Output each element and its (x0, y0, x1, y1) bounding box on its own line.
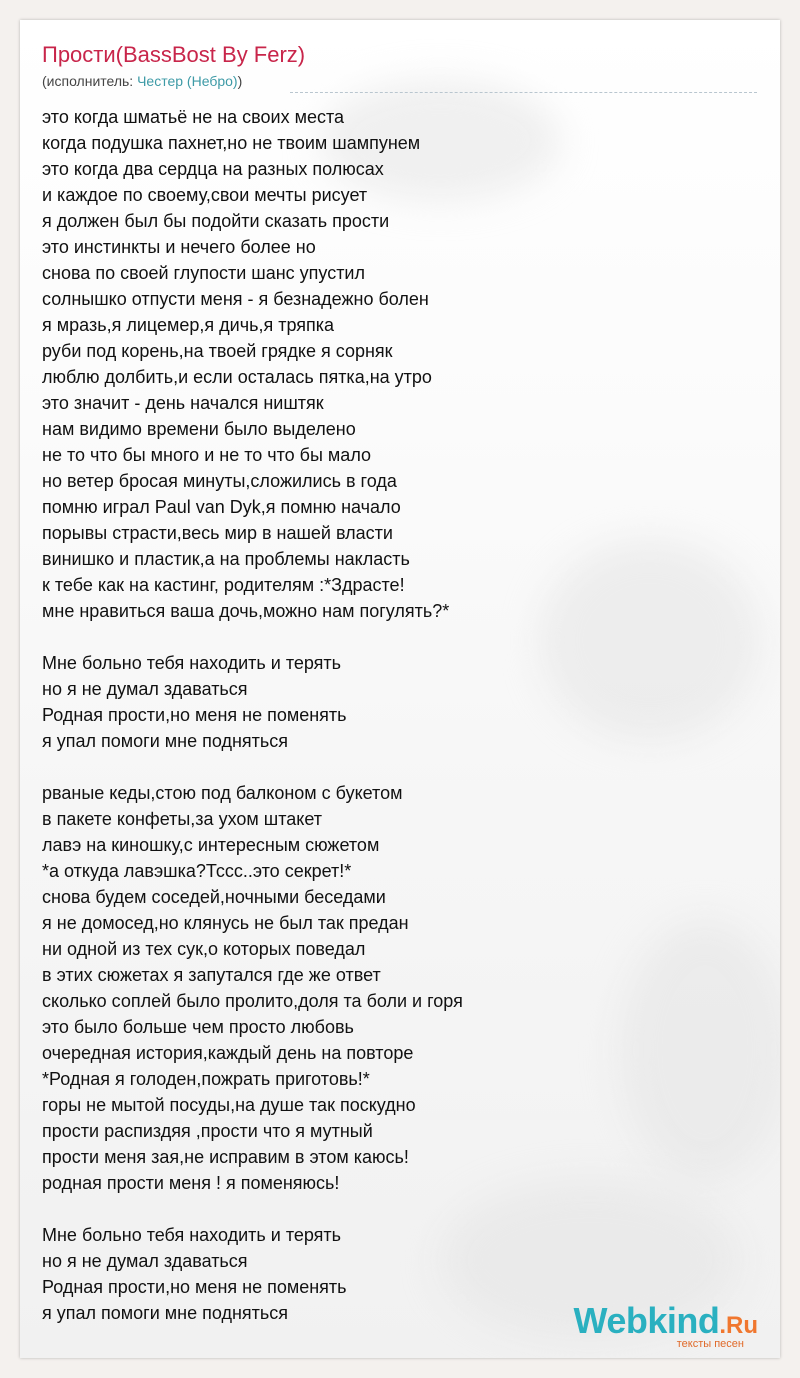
lyrics-line: очередная история,каждый день на повторе (42, 1043, 414, 1063)
lyrics-line: рваные кеды,стою под балконом с букетом (42, 783, 403, 803)
title-divider (290, 92, 757, 93)
lyrics-line: люблю долбить,и если осталась пятка,на утро (42, 367, 432, 387)
lyrics-line: и каждое по своему,свои мечты рисует (42, 185, 368, 205)
lyrics-line: лавэ на киношку,с интересным сюжетом (42, 835, 380, 855)
lyrics-line: это когда два сердца на разных полюсах (42, 159, 384, 179)
lyrics-line: помню играл Paul van Dyk,я помню начало (42, 497, 401, 517)
lyrics-line: горы не мытой посуды,на душе так поскудно (42, 1095, 416, 1115)
logo-tld: .Ru (719, 1312, 758, 1339)
site-logo[interactable] (573, 1300, 758, 1350)
artist-prefix: (исполнитель: (42, 73, 138, 89)
lyrics-line: я должен был бы подойти сказать прости (42, 211, 390, 231)
lyrics-line: это когда шматьё не на своих места (42, 107, 345, 127)
lyrics-line: это инстинкты и нечего более но (42, 237, 316, 257)
lyrics-line: я мразь,я лицемер,я дичь,я тряпка (42, 315, 335, 335)
lyrics-line: *Родная я голоден,пожрать приготовь!* (42, 1069, 370, 1089)
lyrics-line: нам видимо времени было выделено (42, 419, 356, 439)
lyrics-line: но я не думал здаваться (42, 1251, 248, 1271)
lyrics-line: винишко и пластик,а на проблемы накласть (42, 549, 410, 569)
lyrics-line: в пакете конфеты,за ухом штакет (42, 809, 322, 829)
lyrics-line: порывы страсти,весь мир в нашей власти (42, 523, 393, 543)
lyrics-line: не то что бы много и не то что бы мало (42, 445, 372, 465)
lyrics-line: ни одной из тех сук,о которых поведал (42, 939, 366, 959)
lyrics-line: Родная прости,но меня не поменять (42, 1277, 347, 1297)
lyrics-line: прости распиздяя ,прости что я мутный (42, 1121, 373, 1141)
lyrics-text (42, 104, 742, 1352)
lyrics-line: сколько соплей было пролито,доля та боли и горя (42, 991, 463, 1011)
lyrics-line: прости меня зая,не исправим в этом каюсь! (42, 1147, 409, 1167)
lyrics-line: снова по своей глупости шанс упустил (42, 263, 365, 283)
lyrics-line: я не домосед,но клянусь не был так предан (42, 913, 409, 933)
lyrics-line: Мне больно тебя находить и терять (42, 1225, 342, 1245)
lyrics-line: руби под корень,на твоей грядке я сорняк (42, 341, 393, 361)
lyrics-line: это значит - день начался ништяк (42, 393, 324, 413)
lyrics-line: Мне больно тебя находить и терять (42, 653, 342, 673)
lyrics-card (20, 20, 780, 1358)
lyrics-line: я упал помоги мне подняться (42, 1303, 289, 1323)
lyrics-line: *а откуда лавэшка?Тссс..это секрет!* (42, 861, 352, 881)
logo-name: Webkind (573, 1300, 720, 1341)
lyrics-line: это было больше чем просто любовь (42, 1017, 354, 1037)
lyrics-line: к тебе как на кастинг, родителям :*Здрасте! (42, 575, 405, 595)
lyrics-line: солнышко отпусти меня - я безнадежно болен (42, 289, 429, 309)
lyrics-stanza (42, 780, 742, 1196)
song-title: Прости(BassBost By Ferz) (42, 42, 306, 67)
lyrics-line: я упал помоги мне подняться (42, 731, 289, 751)
lyrics-line: мне нравиться ваша дочь,можно нам погулять?* (42, 601, 450, 621)
artist-link[interactable]: Честер (Небро) (137, 73, 238, 89)
logo-tagline: тексты песен (676, 1338, 744, 1350)
artist-line (42, 73, 242, 89)
lyrics-line: родная прости меня ! я поменяюсь! (42, 1173, 340, 1193)
lyrics-line: когда подушка пахнет,но не твоим шампунем (42, 133, 421, 153)
lyrics-stanza (42, 650, 742, 754)
lyrics-line: но ветер бросая минуты,сложились в года (42, 471, 397, 491)
artist-suffix: ) (237, 73, 243, 89)
lyrics-line: Родная прости,но меня не поменять (42, 705, 347, 725)
lyrics-stanza (42, 104, 742, 624)
lyrics-line: но я не думал здаваться (42, 679, 248, 699)
lyrics-line: снова будем соседей,ночными беседами (42, 887, 386, 907)
lyrics-line: в этих сюжетах я запутался где же ответ (42, 965, 381, 985)
